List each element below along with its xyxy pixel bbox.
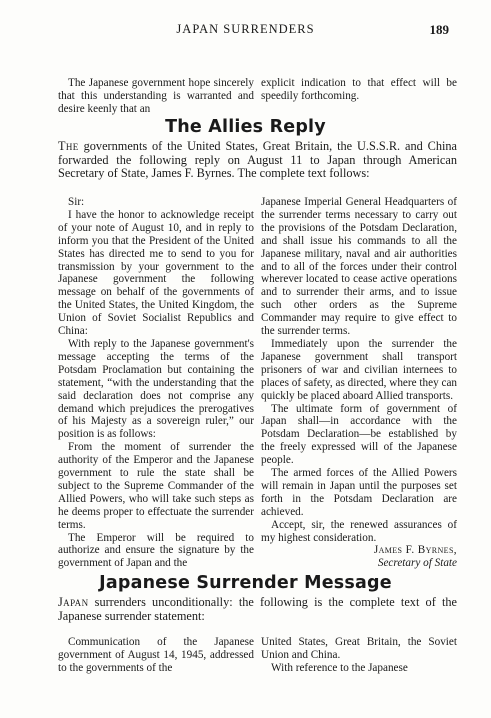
allies-left-paragraph: I have the honor to acknowledge receipt of your note of August 10, and in reply to inform you that the President of the United States has directed me to send to you for transmission by your government to the Japanese government the following message on behalf of the governments of the United States, the United Kingdom, the Union of Soviet Socialist Republics and China: xyxy=(58,208,254,338)
allies-intro-text: governments of the United States, Great Britain, the U.S.S.R. and China forwarded the following reply on August 11 to Japan through American Secretary of State, James F. Byrnes. The complete text follows: xyxy=(58,139,458,181)
allies-left-column xyxy=(58,196,254,570)
top-left-column xyxy=(58,77,254,116)
surrender-right-paragraph: With reference to the Japanese xyxy=(271,661,408,674)
top-left-paragraph: The Japanese government hope sincerely that this understanding is warranted and desire keenly that an xyxy=(58,77,254,115)
top-right-paragraph: explicit indication to that effect will be speedily forthcoming. xyxy=(261,77,457,102)
allies-right-paragraph: Accept, sir, the renewed assurances of my highest consideration. xyxy=(261,518,457,544)
allies-left-paragraph: With reply to the Japanese government's message accepting the terms of the Potsdam Proclamation but containing the statement, “with the understanding that the said declaration does not comprise any demand which prejudices the prerogatives of his Majesty as a sovereign ruler,” our position is as follows: xyxy=(58,337,254,441)
allies-intro-lead: The xyxy=(58,139,79,153)
allies-right-column xyxy=(261,196,457,570)
allies-right-paragraph: Immediately upon the surrender the Japanese government shall transport prisoners of war and civilian internees to places of safety, as directed, where they can quickly be placed aboard Allied transports. xyxy=(261,337,457,402)
surrender-right-column xyxy=(261,636,457,675)
surrender-intro xyxy=(58,596,457,623)
surrender-left-paragraph: Communication of the Japanese government of August 14, 1945, addressed to the governments of the xyxy=(58,636,254,674)
running-head xyxy=(0,22,491,40)
signature: James F. Byrnes, xyxy=(373,544,457,557)
allies-left-paragraph: From the moment of surrender the authority of the Emperor and the Japanese government to rule the state shall be subject to the Supreme Commander of the Allied Powers, who will take such steps as he deems proper to effectuate the surrender terms. xyxy=(58,441,254,531)
allies-left-paragraph: The Emperor will be required to authorize and ensure the signature by the government of Japan and the xyxy=(58,531,254,570)
allies-right-paragraph: The ultimate form of government of Japan shall—in accordance with the Potsdam Declaration—be established by the freely expressed will of the Japanese people. xyxy=(261,402,457,467)
allies-intro xyxy=(58,140,457,181)
surrender-intro-text: surrenders unconditionally: the following is the complete text of the Japanese surrender statement: xyxy=(58,595,457,623)
allies-left-paragraph: Sir: xyxy=(68,196,85,208)
surrender-intro-lead: Japan xyxy=(58,595,89,609)
surrender-message-heading: Japanese Surrender Message xyxy=(99,573,392,593)
signature-title: Secretary of State xyxy=(377,557,457,570)
allies-right-paragraph: The armed forces of the Allied Powers will remain in Japan until the purposes set forth in the Potsdam Declaration are achieved. xyxy=(261,467,457,518)
top-right-column xyxy=(261,77,457,103)
surrender-right-paragraph: United States, Great Britain, the Soviet Union and China. xyxy=(261,636,457,661)
allies-reply-heading: The Allies Reply xyxy=(165,117,326,137)
running-title: JAPAN SURRENDERS xyxy=(176,22,315,36)
page-number: 189 xyxy=(429,22,449,37)
allies-right-paragraph: Japanese Imperial General Headquarters of the surrender terms necessary to carry out the provisions of the Potsdam Declaration, and shall issue his commands to all the Japanese military, naval and air authorities and to all of the forces under their control wherever located to cease active operations and to surrender their arms, and to issue such other orders as the Supreme Commander may require to give effect to the surrender terms. xyxy=(261,196,457,338)
surrender-left-column xyxy=(58,636,254,675)
